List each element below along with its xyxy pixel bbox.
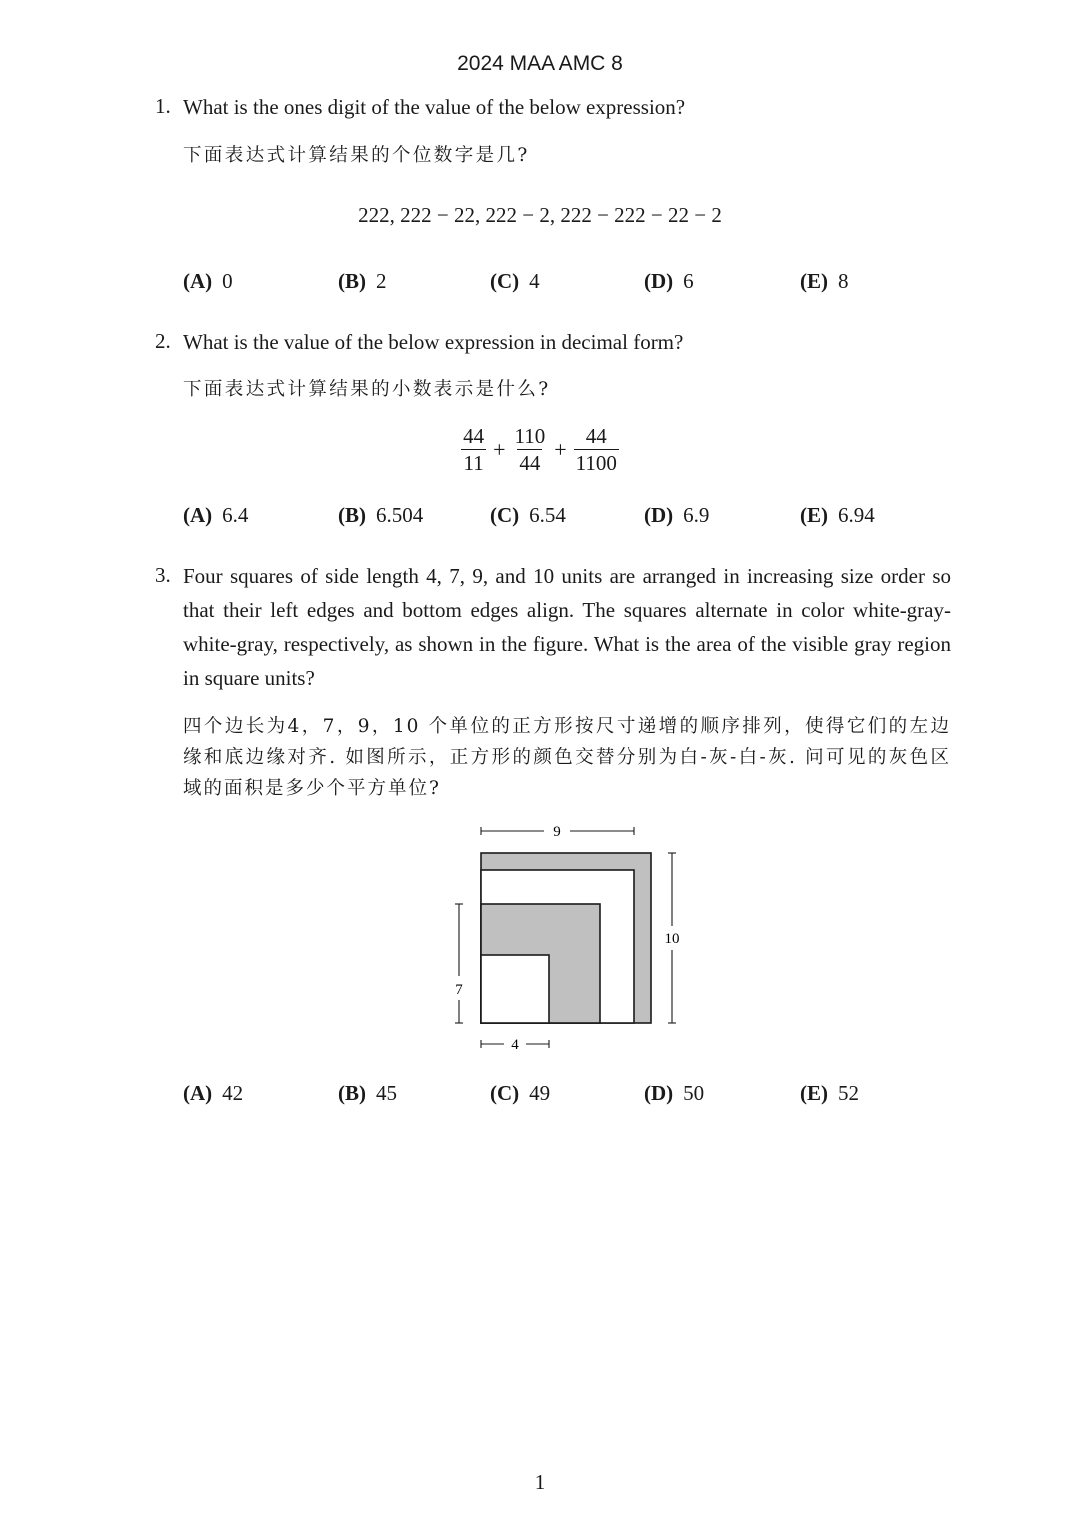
choice-value: 45	[376, 1081, 397, 1105]
problem-3-choice-e	[800, 1081, 859, 1106]
choice-label: (D)	[644, 503, 674, 527]
page-header-title: 2024 MAA AMC 8	[457, 52, 623, 75]
problem-2-text-zh: 下面表达式计算结果的小数表示是什么?	[183, 379, 551, 400]
choice-value: 6	[683, 269, 694, 293]
choice-value: 50	[683, 1081, 705, 1105]
fraction-numerator: 44	[463, 424, 485, 448]
choice-value: 6.9	[683, 503, 710, 527]
dimension-left	[455, 904, 463, 1023]
problem-2-expression	[0, 423, 1080, 476]
choice-label: (D)	[644, 1081, 674, 1105]
choice-label: (A)	[183, 1081, 213, 1105]
choice-label: (B)	[338, 503, 366, 527]
fraction	[461, 423, 486, 476]
problem-2-text-en: What is the value of the below expression in decimal form?	[183, 330, 684, 354]
problem-1-choice-c	[490, 269, 540, 294]
problem-3-text-en: Four squares of side length 4, 7, 9, and 10 units are arranged in increasing size order so that their left edges and bottom edges align. The squares alternate in color white-gray-white-gray, respectively, as shown in the figure. What is the area of the visible gray region in square units?	[183, 564, 951, 690]
choice-value: 6.94	[838, 503, 875, 527]
choice-label: (C)	[490, 503, 520, 527]
problem-3-choice-b	[338, 1081, 397, 1106]
problem-2-choice-a	[183, 503, 248, 528]
fraction-numerator: 110	[514, 424, 546, 448]
plus-operator: +	[493, 436, 506, 462]
choice-value: 52	[838, 1081, 859, 1105]
problem-3-text-zh: 四个边长为4，7，9，10 个单位的正方形按尺寸递增的顺序排列，使得它们的左边缘和底边缘对齐. 如图所示，正方形的颜色交替分别为白-灰-白-灰. 问可见的灰色区域的面积是多少个平方单位?	[183, 716, 951, 799]
dimension-label-right: 10	[664, 931, 680, 947]
fraction-denominator: 11	[463, 451, 484, 475]
choice-label: (A)	[183, 503, 213, 527]
problem-2-choice-d	[644, 503, 709, 528]
dimension-label-left: 7	[455, 982, 463, 998]
problem-1-choice-d	[644, 269, 694, 294]
problem-1-text-zh: 下面表达式计算结果的个位数字是几?	[183, 145, 530, 166]
fraction-denominator: 1100	[575, 451, 617, 475]
choice-label: (B)	[338, 1081, 366, 1105]
choice-label: (E)	[800, 503, 828, 527]
page-number: 1	[534, 1470, 546, 1494]
problem-1-number: 1.	[155, 94, 171, 118]
choice-value: 0	[222, 269, 233, 293]
choice-label: (E)	[800, 269, 828, 293]
plus-operator: +	[554, 436, 567, 462]
choice-value: 2	[376, 269, 387, 293]
fraction-denominator: 44	[519, 451, 541, 475]
choice-value: 8	[838, 269, 849, 293]
choice-value: 4	[529, 269, 540, 293]
choice-label: (D)	[644, 269, 674, 293]
choice-value: 6.4	[222, 503, 249, 527]
choice-value: 6.504	[376, 503, 424, 527]
problem-2-choice-b	[338, 503, 423, 528]
problem-1-expression: 222, 222 − 22, 222 − 2, 222 − 222 − 22 − 2	[358, 203, 722, 227]
problem-3-number: 3.	[155, 563, 171, 587]
choice-value: 6.54	[529, 503, 566, 527]
dimension-label-top: 9	[553, 824, 561, 840]
choice-label: (C)	[490, 1081, 520, 1105]
dimension-label-bottom: 4	[511, 1037, 519, 1053]
squares-figure	[430, 818, 710, 1060]
problem-2-choice-e	[800, 503, 875, 528]
fraction	[513, 423, 548, 476]
problem-1-choice-b	[338, 269, 387, 294]
problem-3-choice-c	[490, 1081, 550, 1106]
problem-3-choice-a	[183, 1081, 243, 1106]
fraction-numerator: 44	[585, 424, 607, 448]
choice-value: 42	[222, 1081, 244, 1105]
choice-label: (C)	[490, 269, 520, 293]
choice-label: (A)	[183, 269, 213, 293]
choice-label: (B)	[338, 269, 366, 293]
problem-2-number: 2.	[155, 329, 171, 353]
choice-value: 49	[529, 1081, 551, 1105]
problem-1-text-en: What is the ones digit of the value of the below expression?	[183, 95, 686, 119]
problem-2-choice-c	[490, 503, 566, 528]
problem-1-choice-a	[183, 269, 233, 294]
problem-1-choice-e	[800, 269, 849, 294]
choice-label: (E)	[800, 1081, 828, 1105]
problem-3-choice-d	[644, 1081, 704, 1106]
fraction	[574, 423, 619, 476]
square-side-4	[481, 955, 549, 1023]
